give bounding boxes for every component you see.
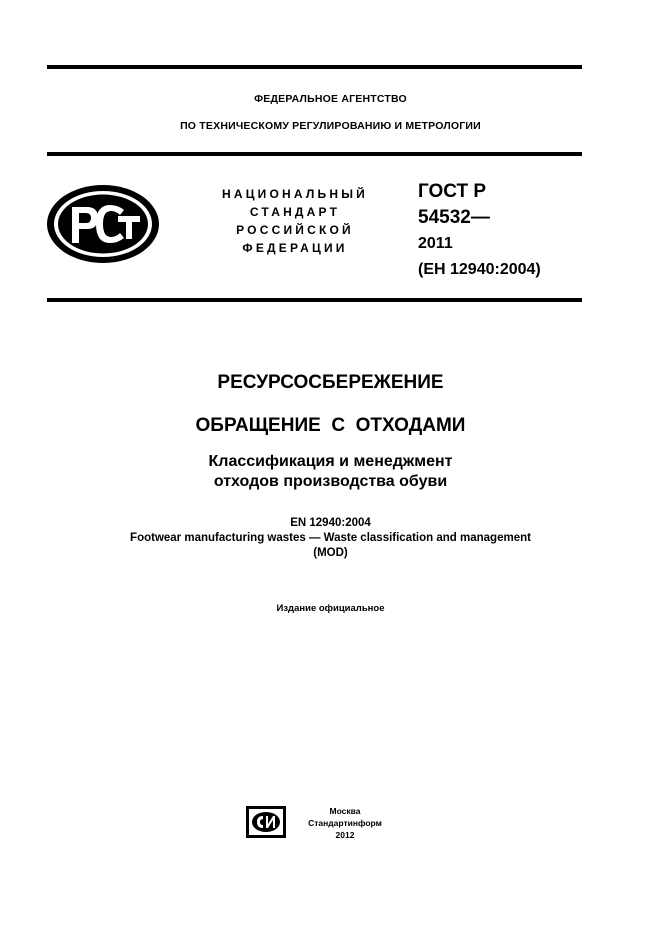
- gost-line-4: (ЕН 12940:2004): [418, 261, 541, 278]
- national-line-2: СТАНДАРТ: [249, 205, 341, 219]
- subtitle-line-1: Классификация и менеджмент: [208, 453, 453, 470]
- en-standard-title: Footwear manufacturing wastes — Waste classification and management: [130, 532, 531, 544]
- agency-name-line1: ФЕДЕРАЛЬНОЕ АГЕНТСТВО: [254, 93, 407, 105]
- gost-line-1: ГОСТ Р: [418, 181, 487, 202]
- gost-line-2: 54532—: [418, 207, 490, 228]
- publication-year: 2012: [335, 830, 355, 840]
- gost-line-3: 2011: [418, 235, 453, 252]
- en-standard-mod: (MOD): [313, 547, 348, 559]
- header-divider: [47, 152, 582, 156]
- title-line-1: РЕСУРСОСБЕРЕЖЕНИЕ: [217, 372, 444, 393]
- standard-block-divider: [47, 298, 582, 302]
- agency-name-line2: ПО ТЕХНИЧЕСКОМУ РЕГУЛИРОВАНИЮ И МЕТРОЛОГИИ: [180, 120, 481, 132]
- publisher-name: Стандартинформ: [308, 818, 382, 828]
- gost-designation: [418, 179, 541, 283]
- national-line-3: РОССИЙСКОЙ: [236, 223, 354, 237]
- publisher-info: [290, 805, 400, 841]
- edition-label: Издание официальное: [276, 603, 385, 614]
- top-divider: [47, 65, 582, 69]
- subtitle-line-2: отходов производства обуви: [213, 473, 448, 490]
- standartinform-logo-icon: [246, 806, 286, 838]
- publisher-city: Москва: [329, 806, 361, 816]
- title-line-2: ОБРАЩЕНИЕ С ОТХОДАМИ: [195, 415, 466, 436]
- national-line-4: ФЕДЕРАЦИИ: [242, 241, 348, 255]
- national-line-1: НАЦИОНАЛЬНЫЙ: [221, 187, 369, 201]
- rst-certification-mark-icon: [44, 183, 162, 265]
- en-standard-code: EN 12940:2004: [290, 517, 371, 529]
- national-standard-label: [200, 185, 390, 257]
